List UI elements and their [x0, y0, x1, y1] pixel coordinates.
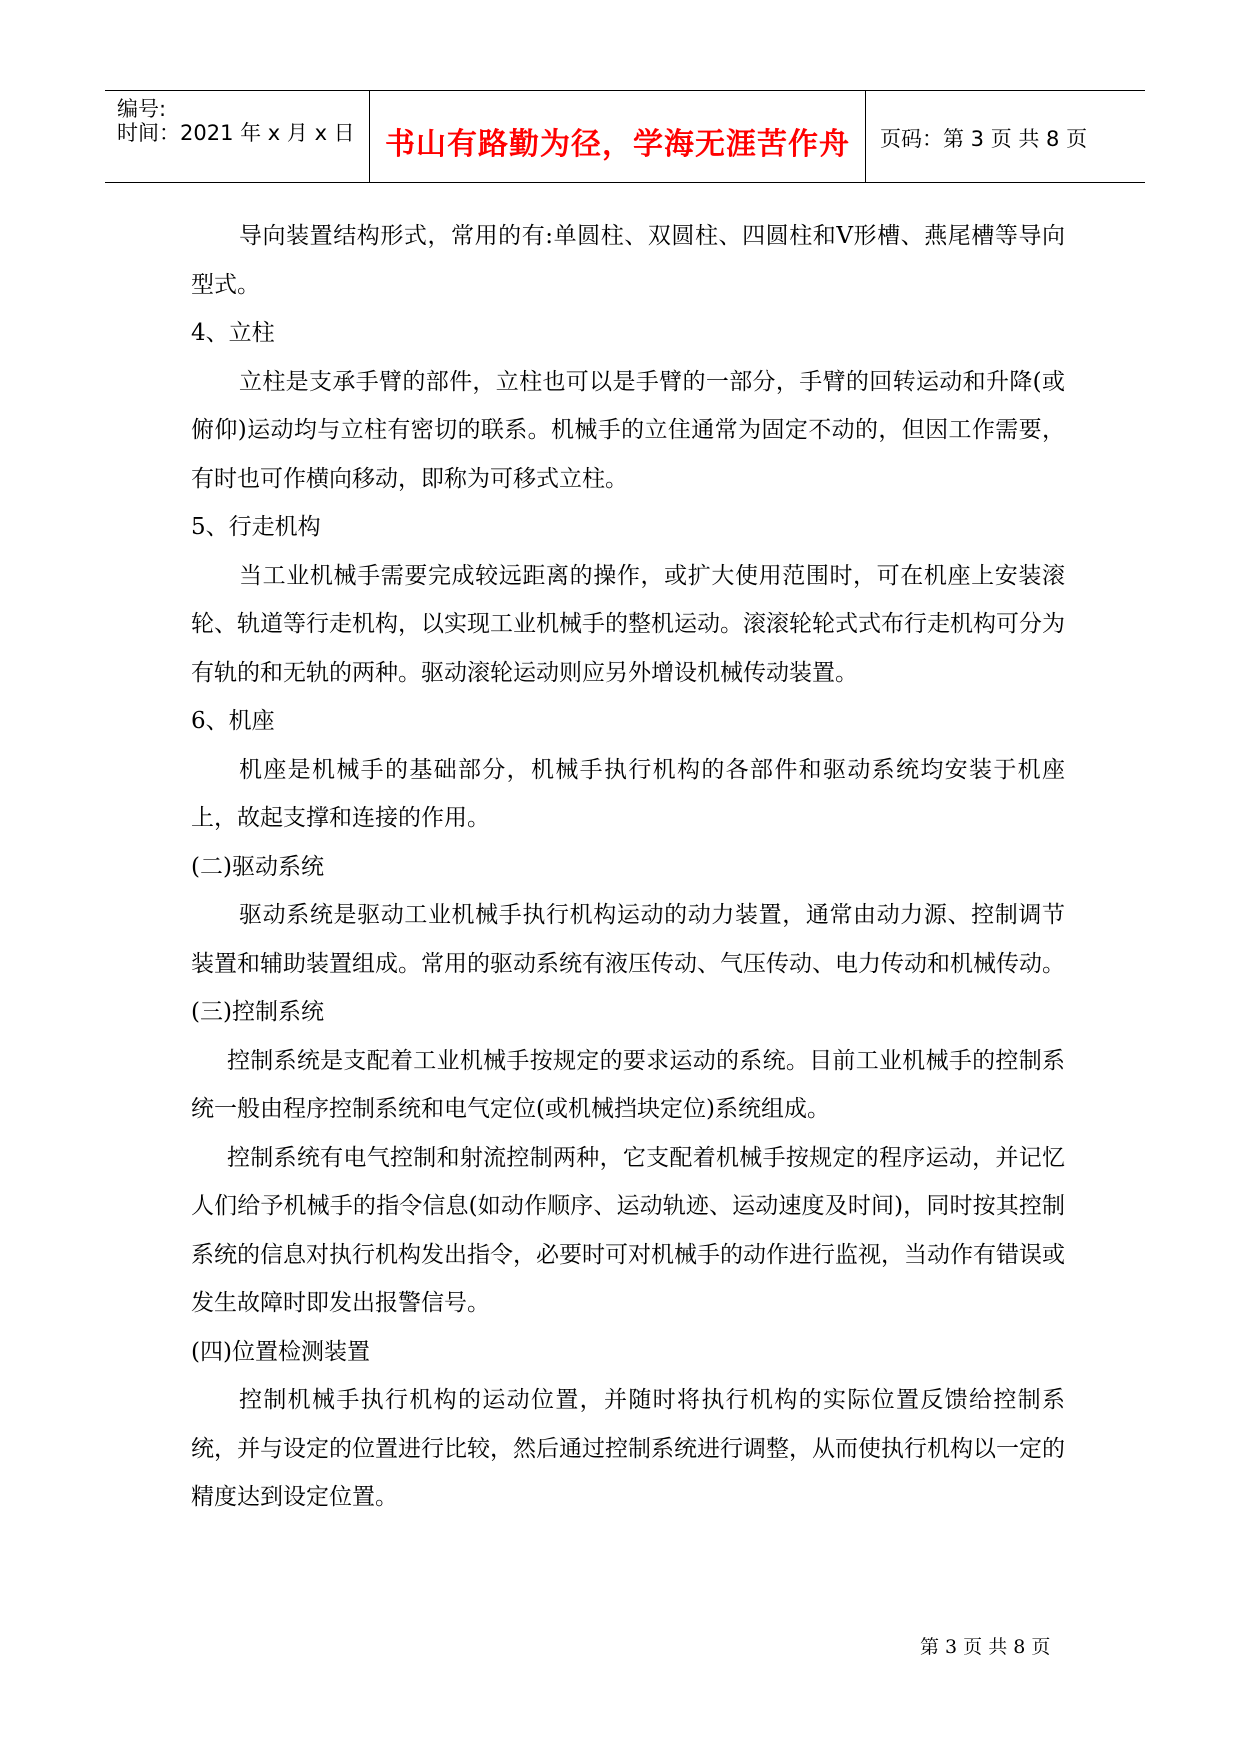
paragraph: 当工业机械手需要完成较远距离的操作，或扩大使用范围时，可在机座上安装滚轮、轨道等行走机构，以实现工业机械手的整机运动。滚滚轮轮式式布行走机构可分为有轨的和无轨的两种。驱动滚轮运动则应另外增设机械传动装置。: [191, 562, 1065, 686]
section-heading: 5、行走机构: [191, 514, 321, 540]
header-page-cell: [866, 91, 1145, 182]
paragraph: 导向装置结构形式，常用的有:单圆柱、双圆柱、四圆柱和V形槽、燕尾槽等导向型式。: [191, 223, 1065, 298]
header-motto-cell: [370, 91, 866, 182]
section-heading: (二)驱动系统: [191, 853, 324, 880]
page-header: [105, 90, 1145, 183]
paragraph: 控制系统有电气控制和射流控制两种，它支配着机械手按规定的程序运动，并记忆人们给予机械手的指令信息(如动作顺序、运动轨迹、运动速度及时间)，同时按其控制系统的信息对执行机构发出指令，必要时可对机械手的动作进行监视，当动作有错误或发生故障时即发出报警信号。: [191, 1144, 1065, 1316]
section-heading: (四)位置检测装置: [191, 1338, 370, 1365]
section-heading: 4、立柱: [191, 320, 275, 346]
paragraph: 机座是机械手的基础部分，机械手执行机构的各部件和驱动系统均安装于机座上，故起支撑和连接的作用。: [191, 756, 1065, 831]
header-motto: 书山有路勤为径，学海无涯苦作舟: [385, 127, 850, 162]
page-footer-number: 第 3 页 共 8 页: [920, 1636, 1051, 1658]
section-heading: 6、机座: [191, 708, 275, 734]
paragraph: 控制机械手执行机构的运动位置，并随时将执行机构的实际位置反馈给控制系统，并与设定的位置进行比较，然后通过控制系统进行调整，从而使执行机构以一定的精度达到设定位置。: [191, 1387, 1065, 1510]
section-heading: (三)控制系统: [191, 999, 324, 1025]
paragraph: 立柱是支承手臂的部件，立柱也可以是手臂的一部分，手臂的回转运动和升降(或俯仰)运动均与立柱有密切的联系。机械手的立住通常为固定不动的，但因工作需要，有时也可作横向移动，即称为可移式立柱。: [191, 368, 1065, 492]
document-body: [191, 212, 1065, 1522]
document-number-label: 编号:: [117, 97, 167, 121]
header-page-number: 页码：第 3 页 共 8 页: [880, 127, 1088, 151]
paragraph: 驱动系统是驱动工业机械手执行机构运动的动力装置，通常由动力源、控制调节装置和辅助装置组成。常用的驱动系统有液压传动、气压传动、电力传动和机械传动。: [191, 902, 1065, 977]
document-time-label: 时间：2021 年 x 月 x 日: [117, 121, 355, 145]
paragraph: 控制系统是支配着工业机械手按规定的要求运动的系统。目前工业机械手的控制系统一般由程序控制系统和电气定位(或机械挡块定位)系统组成。: [191, 1047, 1065, 1122]
header-info-cell: [105, 91, 370, 182]
